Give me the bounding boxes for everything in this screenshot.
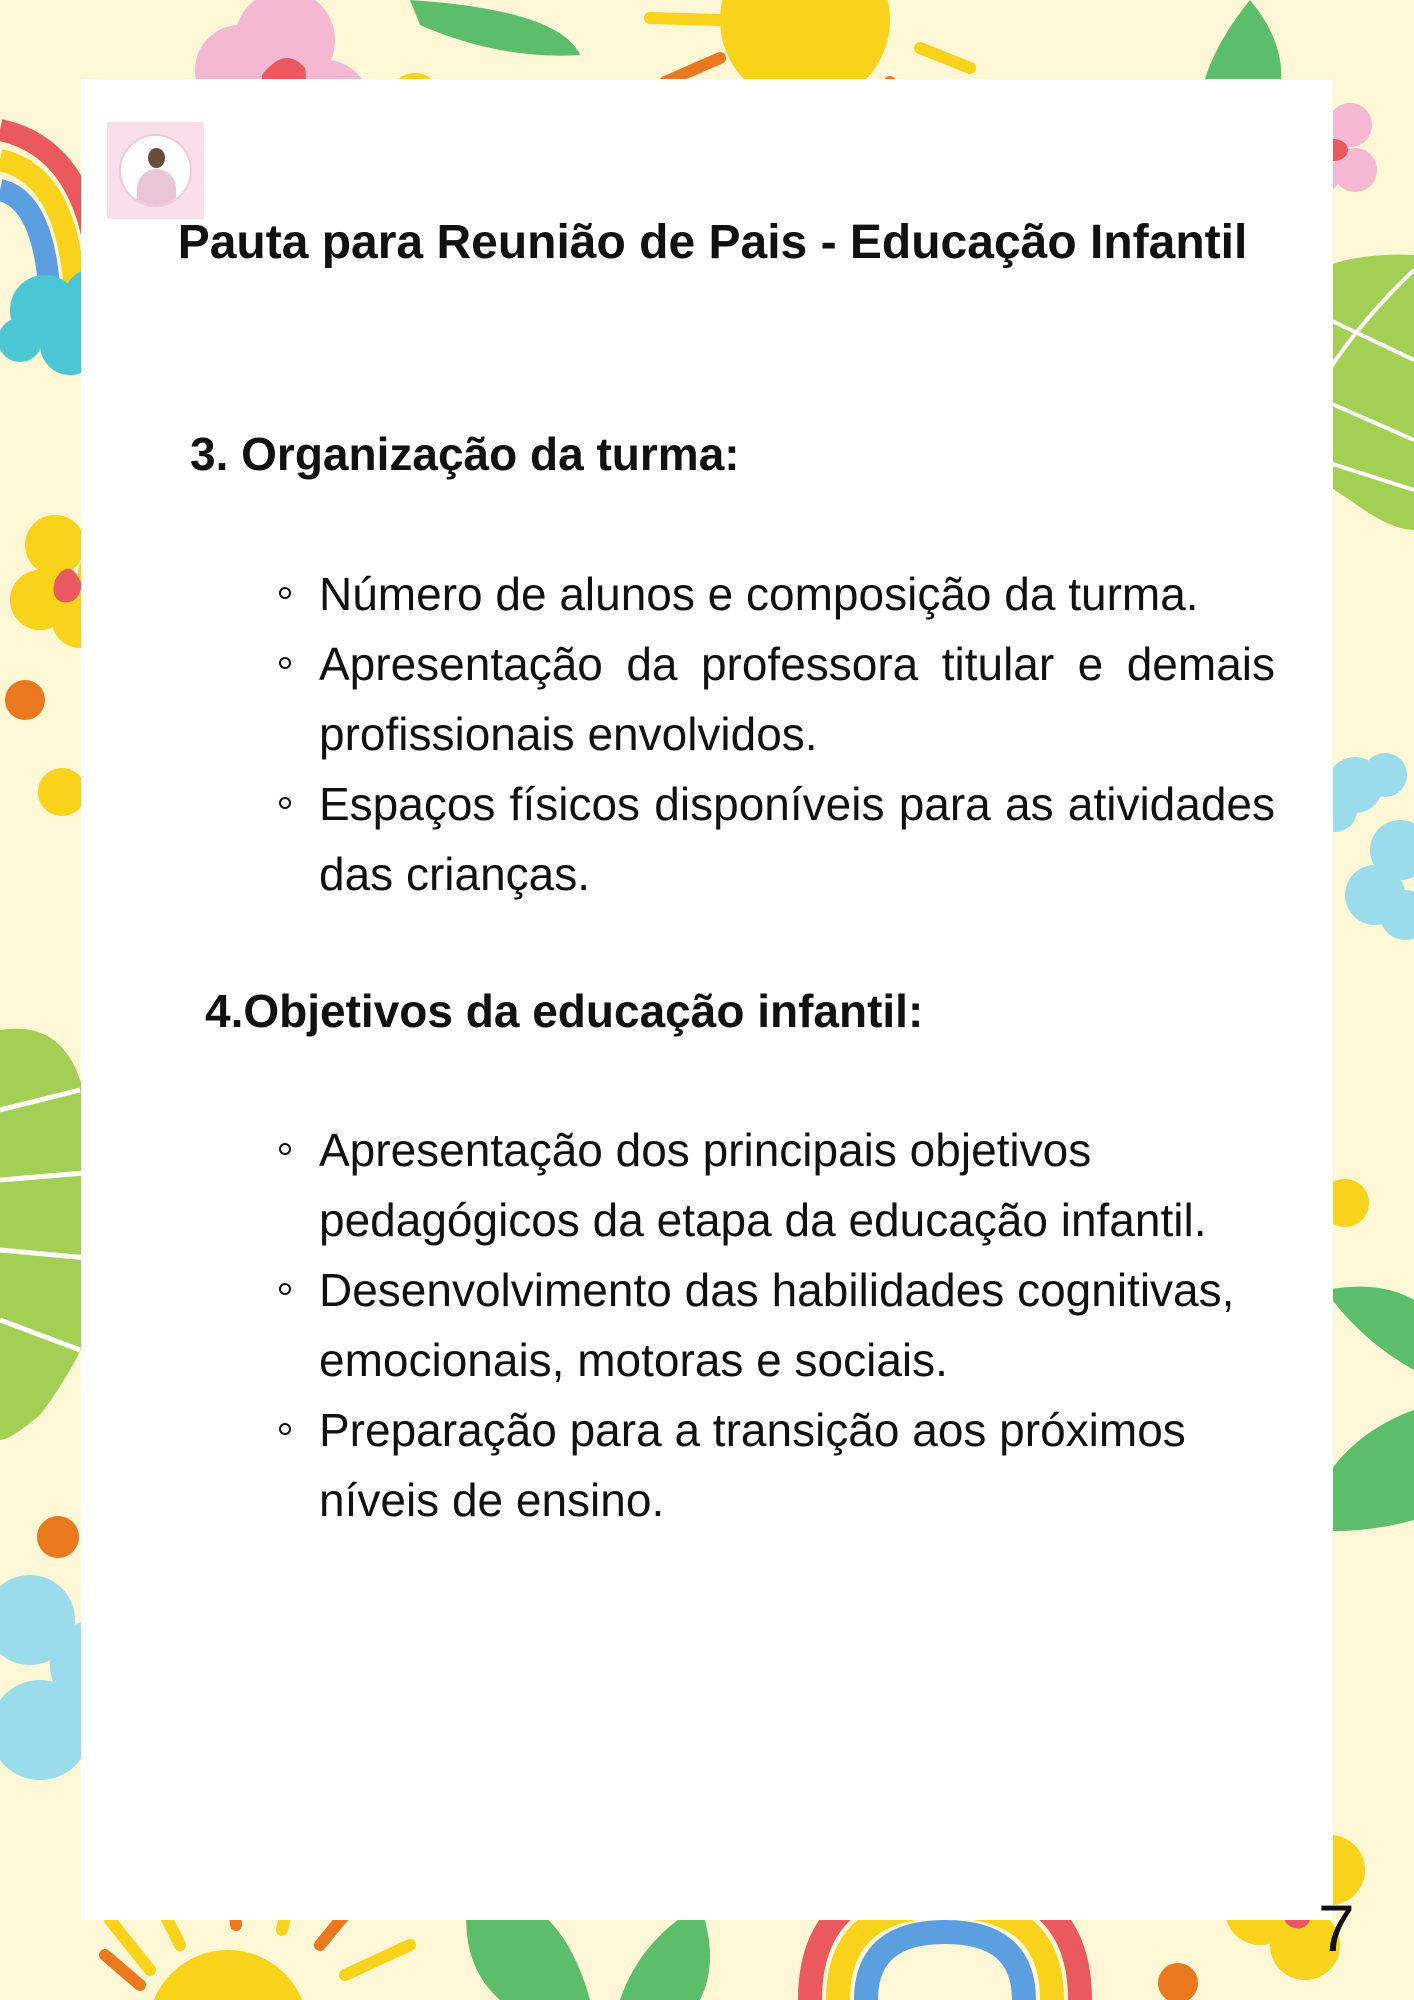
list-item — [279, 559, 1275, 629]
list-item — [279, 1395, 1275, 1535]
avatar-head — [148, 148, 165, 168]
list-item-text: Desenvolvimento das habilidades cognitivas, emocionais, motoras e sociais. — [319, 1264, 1235, 1386]
section-heading-organizacao: 3. Organização da turma: — [190, 428, 740, 480]
list-item — [279, 769, 1275, 909]
dot-icon — [38, 768, 86, 816]
leaf-icon — [410, 0, 580, 56]
section-heading-objetivos: 4.Objetivos da educação infantil: — [205, 985, 924, 1037]
avatar-body — [137, 169, 176, 207]
page-title: Pauta para Reunião de Pais - Educação Infantil — [177, 216, 1248, 269]
page-number: 7 — [1318, 1891, 1355, 1965]
list-item — [279, 1115, 1275, 1255]
list-item — [279, 1255, 1275, 1395]
cloud-icon — [1345, 820, 1414, 940]
dot-icon — [5, 680, 45, 720]
dot-icon — [37, 1516, 79, 1558]
bullet-icon — [279, 1283, 291, 1295]
list-item — [279, 629, 1275, 769]
list-item-text: Apresentação da professora titular e demais profissionais envolvidos. — [319, 638, 1275, 760]
bullet-icon — [279, 1143, 291, 1155]
section-list-objetivos — [279, 1115, 1275, 1535]
bullet-icon — [279, 797, 291, 809]
list-item-text: Espaços físicos disponíveis para as atividades das crianças. — [319, 778, 1275, 900]
list-item-text: Apresentação dos principais objetivos pedagógicos da etapa da educação infantil. — [319, 1124, 1207, 1246]
leaf-icon — [1325, 1287, 1414, 1370]
section-list-organizacao — [279, 559, 1275, 909]
bullet-icon — [279, 1423, 291, 1435]
list-item-text: Preparação para a transição aos próximos níveis de ensino. — [319, 1404, 1186, 1526]
avatar — [119, 134, 192, 207]
bullet-icon — [279, 587, 291, 599]
dot-icon — [1158, 1963, 1198, 2000]
list-item-text: Número de alunos e composição da turma. — [319, 568, 1199, 620]
bullet-icon — [279, 657, 291, 669]
